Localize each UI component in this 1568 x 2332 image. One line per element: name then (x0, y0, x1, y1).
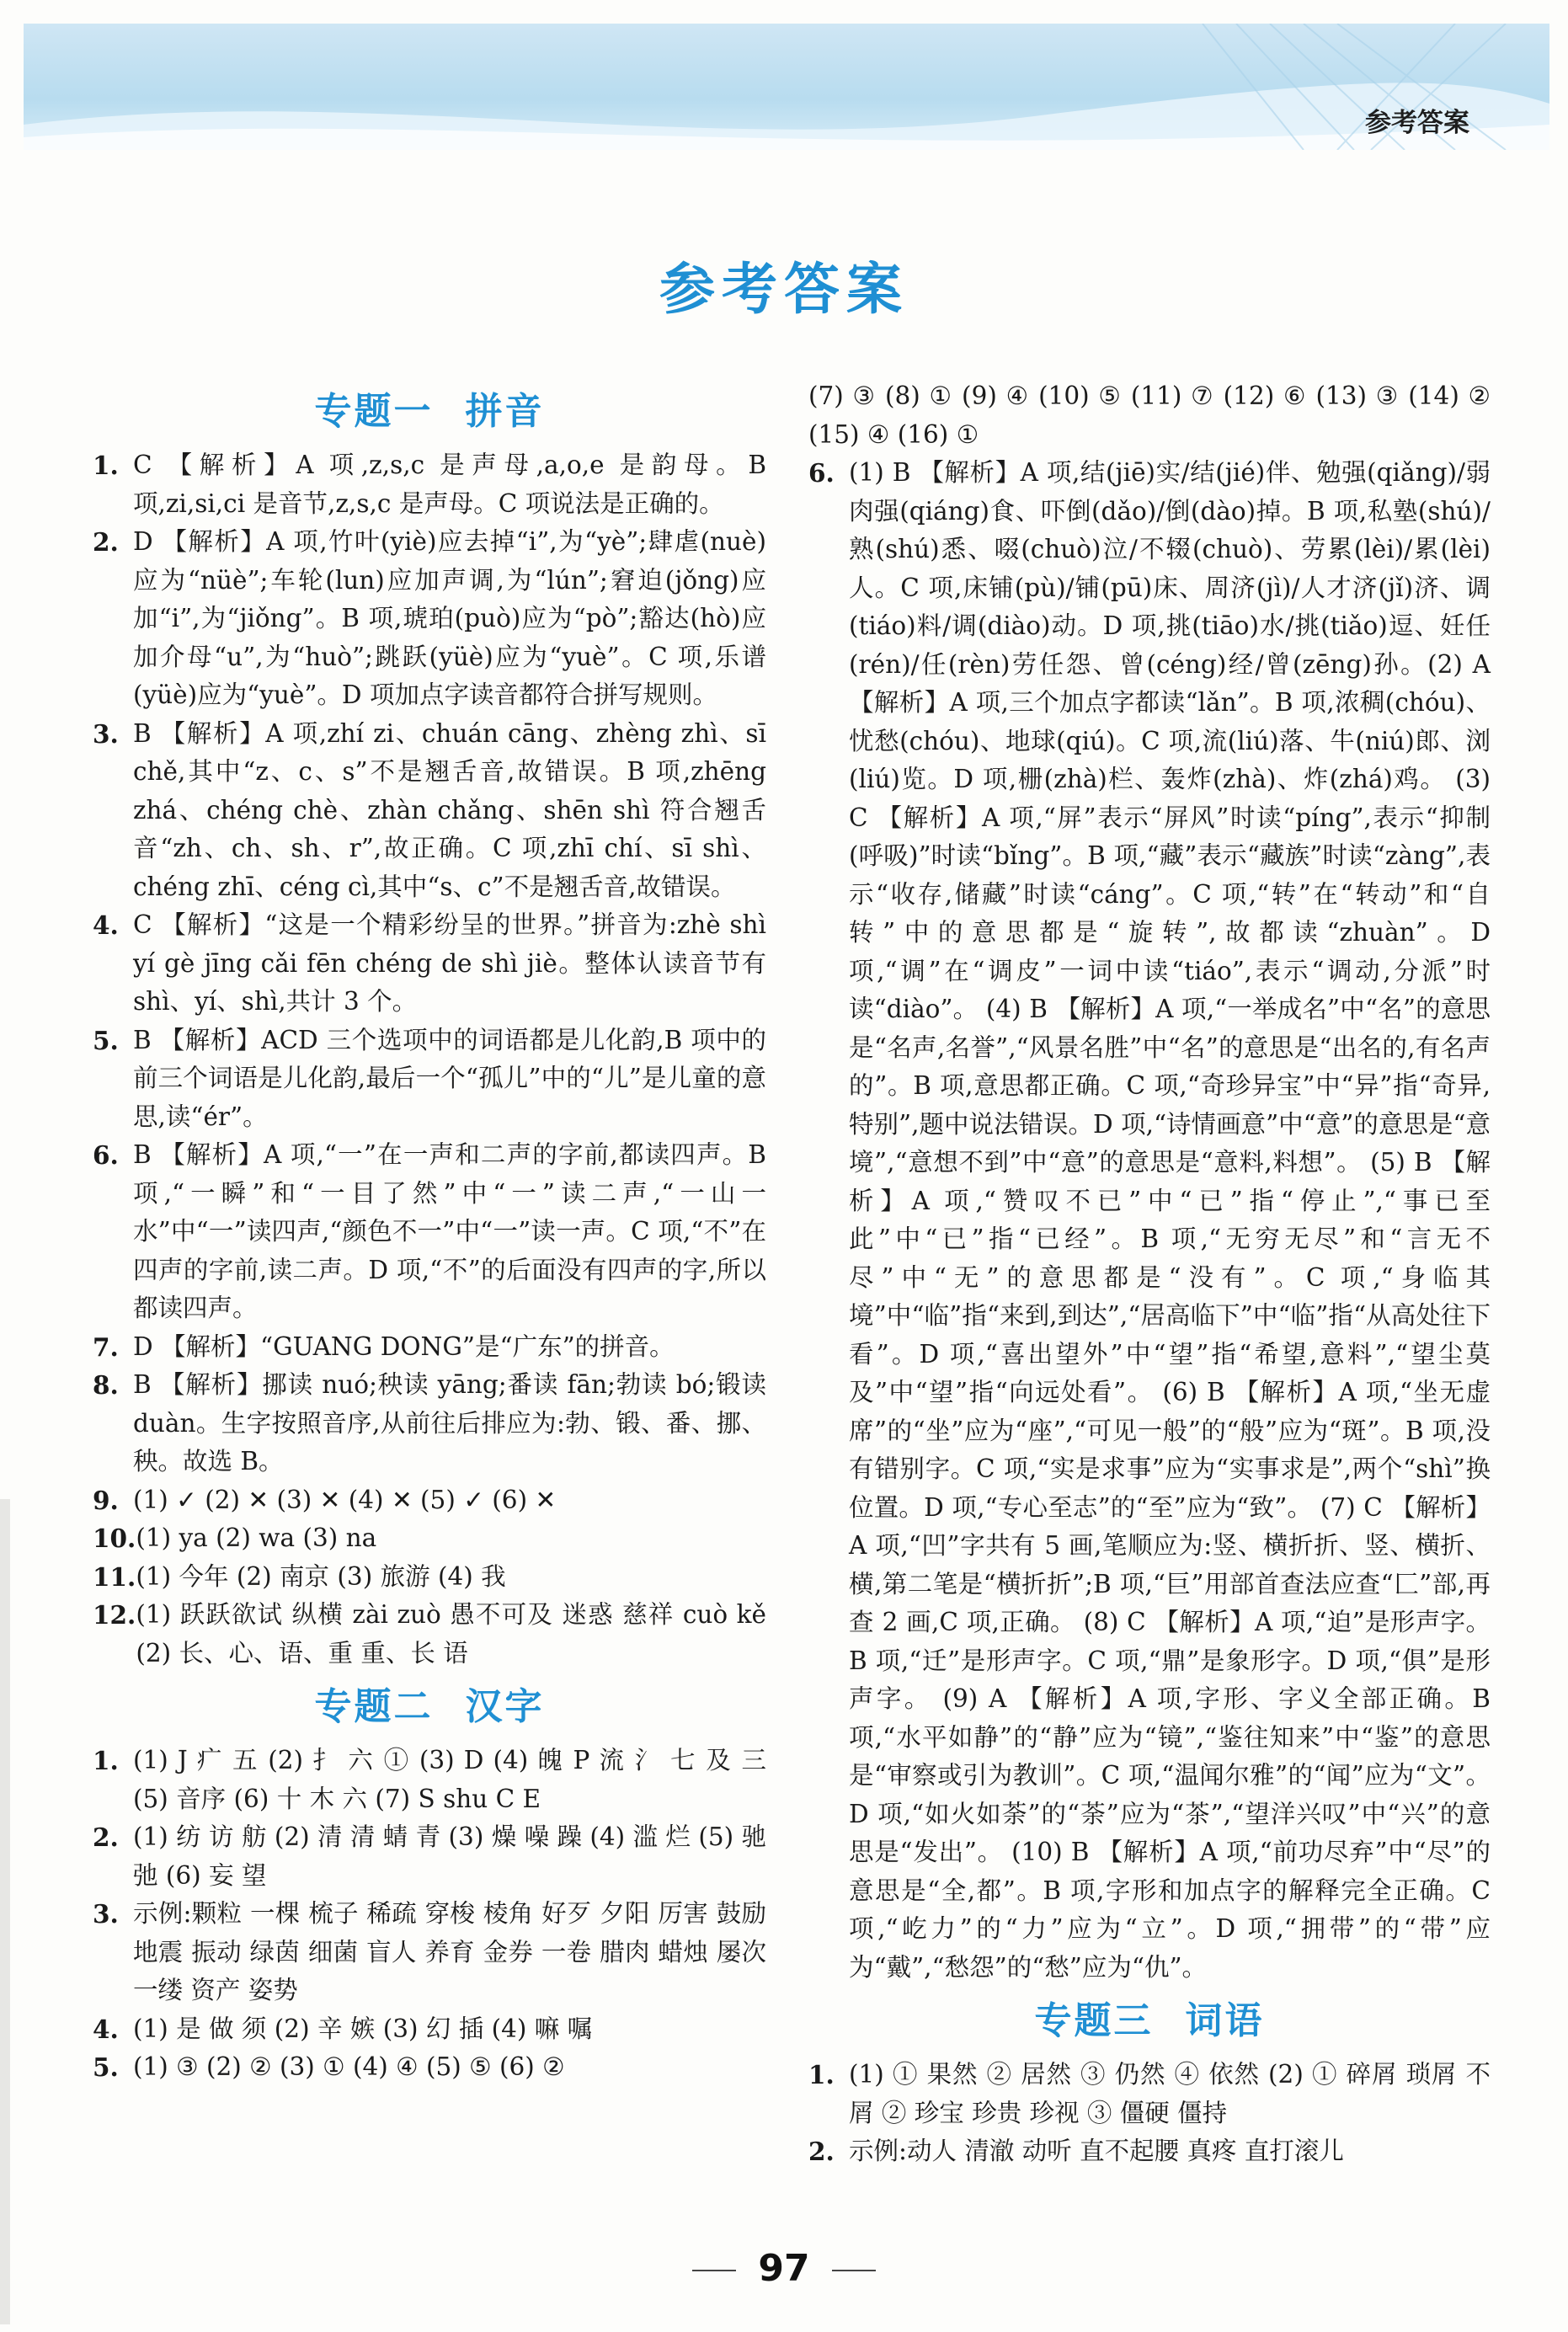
section-heading-topic: 拼音 (465, 390, 545, 433)
answer-list-pinyin (93, 446, 766, 1673)
answer-item (93, 715, 766, 907)
answer-text: D 【解析】A 项,竹叶(yiè)应去掉“i”,为“yè”;肆虐(nuè)应为“nüè”;车轮(lun)应加声调,为“lún”;窘迫(jǒng)应加“i”,为“jiǒng”。B 项,琥珀(può)应为“pò”;豁达(hò)应加介母“u”,为“huò”;跳跃(yüè)应为“yuè”。C 项,乐谱(yüè)应为“yuè”。D 项加点字读音都符合拼写规则。 (133, 527, 766, 709)
answer-item (93, 1596, 766, 1673)
answer-text: (1) ① 果然 ② 居然 ③ 仍然 ④ 依然 (2) ① 碎屑 琐屑 不屑 ② 珍宝 珍贵 珍视 ③ 僵硬 僵持 (849, 2060, 1491, 2127)
answer-item (93, 1818, 766, 1895)
answer-text: (1) ✓ (2) ✕ (3) ✕ (4) ✕ (5) ✓ (6) ✕ (133, 1485, 557, 1514)
answer-number: 2. (808, 2137, 835, 2166)
answer-list-hanzi (93, 1742, 766, 2087)
header-label: 参考答案 (1365, 108, 1469, 138)
answer-number: 1. (93, 451, 119, 480)
answer-number: 5. (93, 1025, 119, 1055)
answer-item (808, 2056, 1491, 2132)
section-heading-pinyin (93, 382, 766, 441)
page-title: 参考答案 (659, 257, 909, 322)
answer-number: 1. (808, 2060, 835, 2089)
answer-number: 6. (808, 458, 835, 488)
answer-list-hanzi-continued (808, 454, 1491, 1987)
answer-number: 4. (93, 2014, 119, 2044)
answer-text: B 【解析】ACD 三个选项中的词语都是儿化韵,B 项中的前三个词语是儿化韵,最后一个“孤儿”中的“儿”是儿童的意思,读“ér”。 (133, 1025, 766, 1131)
answer-number: 11. (93, 1561, 136, 1592)
continued-answer: (7) ③ (8) ① (9) ④ (10) ⑤ (11) ⑦ (12) ⑥ (13) ③ (14) ② (15) ④ (16) ① (808, 382, 1491, 449)
answer-text: D 【解析】“GUANG DONG”是“广东”的拼音。 (133, 1331, 675, 1361)
page-number (0, 2247, 1568, 2290)
answer-item (93, 1742, 766, 1818)
answer-number: 2. (93, 527, 119, 557)
answer-item (93, 1519, 766, 1558)
page-edge-shadow (0, 1499, 10, 2324)
header-banner (24, 24, 1549, 150)
page-number-dash-left (692, 2270, 736, 2271)
answer-item (93, 1558, 766, 1597)
answer-item (93, 1895, 766, 2010)
answer-number: 9. (93, 1485, 119, 1515)
answer-number: 7. (93, 1331, 119, 1362)
answer-text: (1) 是 做 须 (2) 辛 嫉 (3) 幻 插 (4) 嘛 嘱 (133, 2014, 593, 2043)
answer-number: 2. (93, 1822, 119, 1852)
section-heading-ciyu (808, 1992, 1491, 2051)
answer-text: (1) B 【解析】A 项,结(jiē)实/结(jié)伴、勉强(qiǎng)/弱肉强(qiáng)食、吓倒(dǎo)/倒(dào)掉。B 项,私塾(shú)/熟(shú)悉、啜(chuò)泣/不辍(chuò)、劳累(lèi)/累(lèi)人。C 项,床铺(pù)/铺(pū)床、周济(jì)/人才济(jǐ)济、调(tiáo)料/调(diào)动。D 项,挑(tiāo)水/挑(tiǎo)逗、妊任(rén)/任(rèn)劳任怨、曾(céng)经/曾(zēng)孙。(2) A 【解析】A 项,三个加点字都读“lǎn”。B 项,浓稠(chóu)、忧愁(chóu)、地球(qiú)。C 项,流(liú)落、牛(niú)郎、浏(liú)览。D 项,栅(zhà)栏、轰炸(zhà)、炸(zhá)鸡。 (3) C 【解析】A 项,“屏”表示“屏风”时读“píng”,表示“抑制(呼吸)”时读“bǐng”。B 项,“藏”表示“藏族”时读“zàng”,表示“收存,储藏”时读“cáng”。C 项,“转”在“转动”和“自转”中的意思都是“旋转”,故都读“zhuàn”。D 项,“调”在“调皮”一词中读“tiáo”,表示“调动,分派”时读“diào”。 (4) B 【解析】A 项,“一举成名”中“名”的意思是“名声,名誉”,“风景名胜”中“名”的意思是“出名的,有名声的”。B 项,意思都正确。C 项,“奇珍异宝”中“异”指“奇异,特别”,题中说法错误。D 项,“诗情画意”中“意”的意思是“意境”,“意想不到”中“意”的意思是“意料,料想”。 (5) B 【解析】A 项,“赞叹不已”中“已”指“停止”,“事已至此”中“已”指“已经”。B 项,“无穷无尽”和“言无不尽”中“无”的意思都是“没有”。C 项,“身临其境”中“临”指“来到,到达”,“居高临下”中“临”指“从高处往下看”。D 项,“喜出望外”中“望”指“希望,意料”,“望尘莫及”中“望”指“向远处看”。 (6) B 【解析】A 项,“坐无虚席”的“坐”应为“座”,“可见一般”的“般”应为“斑”。B 项,没有错别字。C 项,“实是求事”应为“实事求是”,两个“shì”换位置。D 项,“专心至志”的“至”应为“致”。 (7) C 【解析】A 项,“凹”字共有 5 画,笔顺应为:竖、横折折、竖、横折、横,第二笔是“横折折”;B 项,“巨”用部首查法应查“匚”部,再查 2 画,C 项,正确。 (8) C 【解析】A 项,“迫”是形声字。B 项,“迁”是形声字。C 项,“鼎”是象形字。D 项,“俱”是形声字。 (9) A 【解析】A 项,字形、字义全部正确。B 项,“水平如静”的“静”应为“镜”,“鉴往知来”中“鉴”的意思是“审察或引为教训”。C 项,“温闻尔雅”的“闻”应为“文”。D 项,“如火如荼”的“荼”应为“茶”,“望洋兴叹”中“兴”的意思是“发出”。 (10) B 【解析】A 项,“前功尽弃”中“尽”的意思是“全,都”。B 项,字形和加点字的解释完全正确。C 项,“屹力”的“力”应为“立”。D 项,“拥带”的“带”应为“戴”,“愁怨”的“愁”应为“仇”。 (849, 458, 1491, 1982)
answer-item (93, 1481, 766, 1520)
answer-number: 1. (93, 1746, 119, 1775)
answer-number: 10. (93, 1524, 136, 1553)
right-column (808, 377, 1491, 2171)
section-heading-number: 专题三 (1034, 1999, 1154, 2042)
answer-number: 6. (93, 1140, 119, 1170)
answer-text: (1) 纺 访 舫 (2) 清 清 蜻 青 (3) 燥 噪 躁 (4) 滥 烂 (5) 驰 弛 (6) 妄 望 (133, 1822, 766, 1890)
section-heading-number: 专题二 (314, 1685, 434, 1728)
page-number-value: 97 (758, 2247, 810, 2290)
answer-item (93, 1136, 766, 1328)
answer-text: (1) ③ (2) ② (3) ① (4) ④ (5) ⑤ (6) ② (133, 2052, 565, 2081)
section-heading-hanzi (93, 1678, 766, 1737)
answer-text: (1) 跃跃欲试 纵横 zài zuò 愚不可及 迷惑 慈祥 cuò kě (2) 长、心、语、重 重、长 语 (136, 1600, 766, 1668)
answer-number: 3. (93, 1899, 119, 1929)
answer-list-ciyu (808, 2056, 1491, 2171)
answer-text: 示例:动人 清澈 动听 直不起腰 真疼 直打滚儿 (849, 2137, 1344, 2165)
answer-number: 3. (93, 718, 119, 749)
answer-number: 4. (93, 910, 119, 940)
answer-text: B 【解析】A 项,zhí zi、chuán cāng、zhèng zhì、sī chě,其中“z、c、s”不是翘舌音,故错误。B 项,zhēng zhá、chéng chè、zhàn chǎng、shēn shì 符合翘舌音“zh、ch、sh、r”,故正确。C 项,zhī chí、sī shì、chéng zhī、céng cì,其中“s、c”不是翘舌音,故错误。 (133, 718, 766, 901)
answer-text: (1) 今年 (2) 南京 (3) 旅游 (4) 我 (136, 1561, 506, 1591)
left-column (93, 377, 766, 2087)
page-number-dash-right (832, 2270, 876, 2271)
answer-text: C 【解析】A 项,z,s,c 是声母,a,o,e 是韵母。B 项,zi,si,ci 是音节,z,s,c 是声母。C 项说法是正确的。 (133, 451, 766, 518)
answer-text: 示例:颗粒 一棵 梳子 稀疏 穿梭 棱角 好歹 夕阳 厉害 鼓励 地震 振动 绿茵 细菌 盲人 养育 金券 一卷 腊肉 蜡烛 屡次 一缕 资产 姿势 (133, 1899, 766, 2004)
answer-text: C 【解析】“这是一个精彩纷呈的世界。”拼音为:zhè shì yí gè jīng cǎi fēn chéng de shì jiè。整体认读音节有 shì、yí、shì,共计 3 个。 (133, 910, 766, 1016)
answer-item (93, 446, 766, 523)
answer-number: 5. (93, 2052, 119, 2082)
banner-decoration (24, 24, 1549, 150)
answer-item (93, 1366, 766, 1481)
answer-number: 12. (93, 1600, 136, 1630)
answer-item (93, 523, 766, 715)
answer-number: 8. (93, 1370, 119, 1400)
answer-item (808, 454, 1491, 1987)
answer-item (93, 1022, 766, 1137)
answer-text: (1) ya (2) wa (3) na (136, 1524, 377, 1552)
answer-text: B 【解析】挪读 nuó;秧读 yāng;番读 fān;勃读 bó;锻读 duàn。生字按照音序,从前往后排应为:勃、锻、番、挪、秧。故选 B。 (133, 1370, 766, 1476)
section-heading-number: 专题一 (314, 390, 434, 433)
section-heading-topic: 词语 (1185, 1999, 1265, 2042)
section-heading-topic: 汉字 (465, 1685, 545, 1728)
answer-text: B 【解析】A 项,“一”在一声和二声的字前,都读四声。B 项,“一瞬”和“一目了然”中“一”读二声,“一山一水”中“一”读四声,“颜色不一”中“一”读一声。C 项,“不”在四声的字前,读二声。D 项,“不”的后面没有四声的字,所以都读四声。 (133, 1140, 766, 1322)
answer-item (93, 2048, 766, 2087)
answer-item (93, 1328, 766, 1367)
answer-text: (1) J 疒 五 (2) 扌 六 ① (3) D (4) 魄 P 流 氵 七 及 三 (5) 音序 (6) 十 木 六 (7) S shu C E (133, 1746, 766, 1813)
answer-item (808, 2132, 1491, 2171)
answer-item (93, 2010, 766, 2049)
answer-item (93, 906, 766, 1022)
